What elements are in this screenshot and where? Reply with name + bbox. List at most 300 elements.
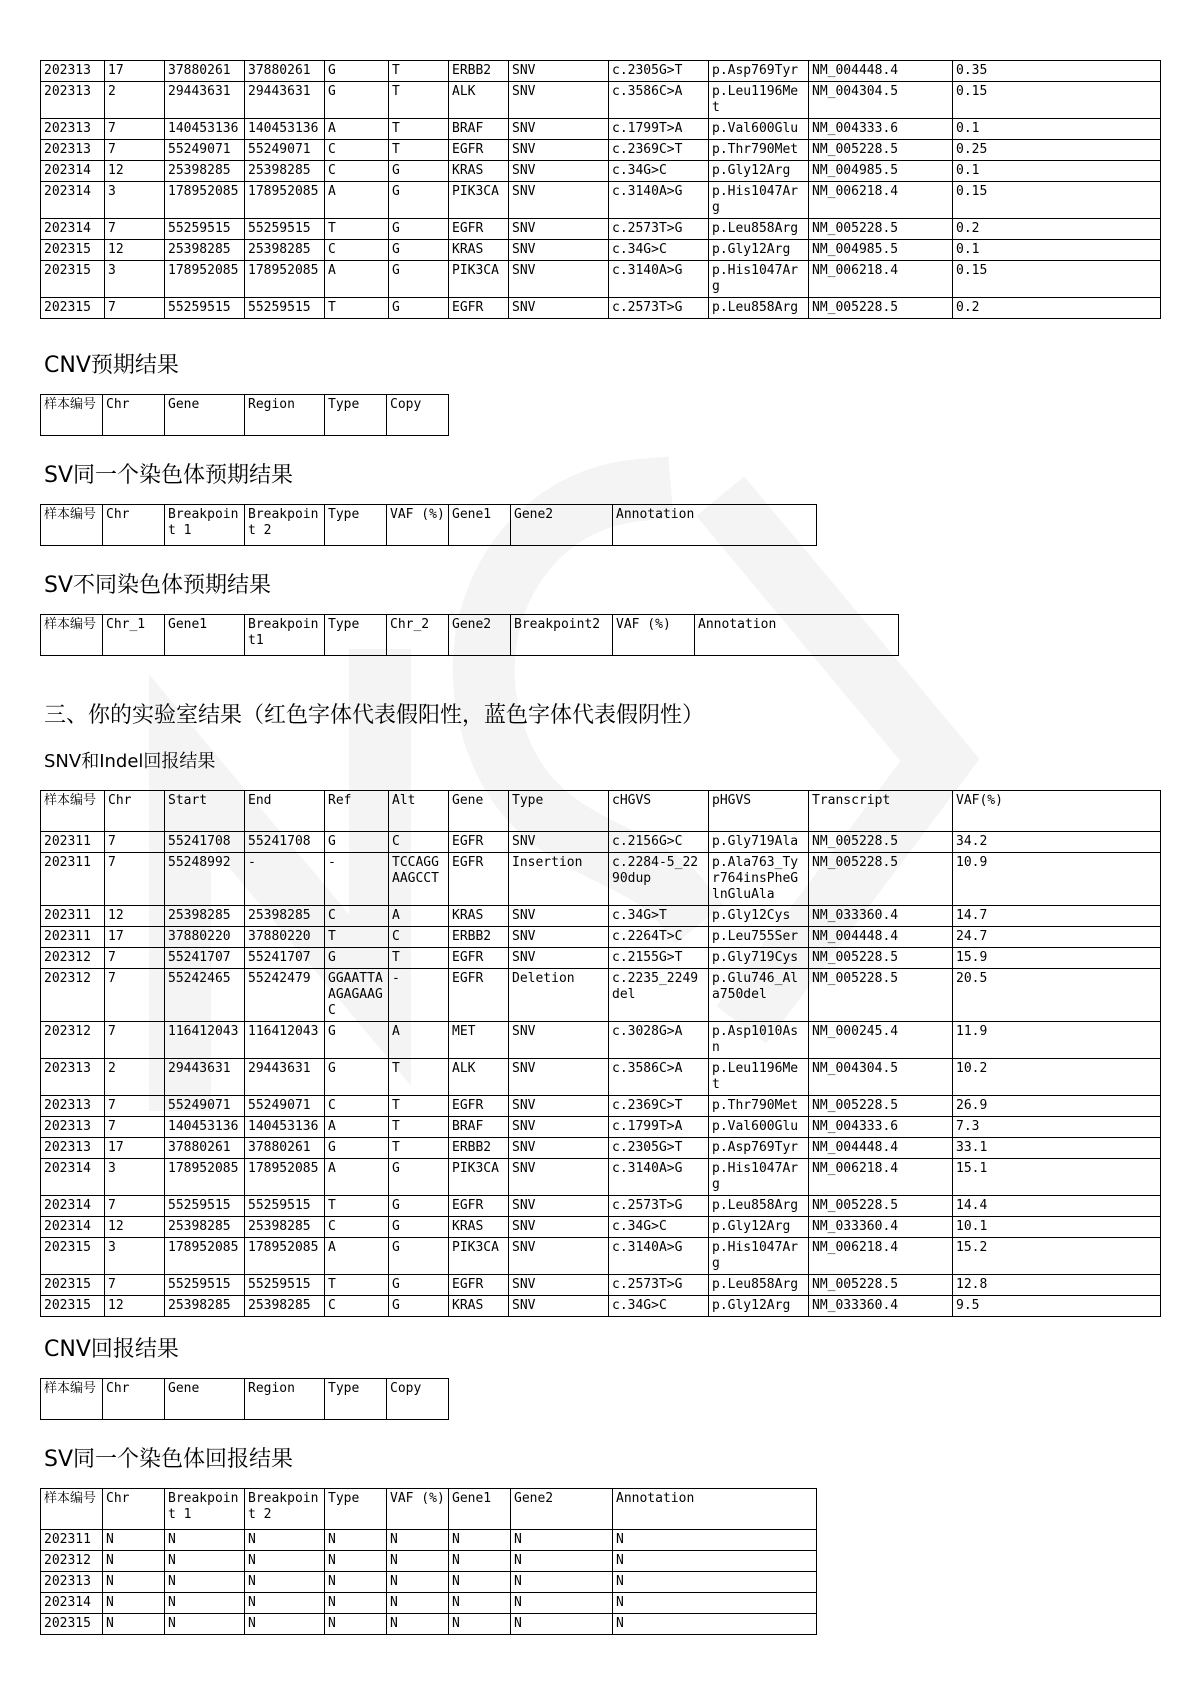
header-cell: Gene1 — [449, 505, 511, 546]
header-cell: Chr — [103, 1379, 165, 1420]
table-row — [41, 1593, 817, 1614]
table-cell: N — [245, 1572, 325, 1593]
table-cell: 202313 — [41, 1117, 105, 1138]
table-cell: G — [325, 61, 389, 82]
table-cell: c.3140A>G — [609, 1159, 709, 1196]
table-cell: NM_004985.5 — [809, 240, 953, 261]
table-cell: C — [389, 927, 449, 948]
table-cell: BRAF — [449, 119, 509, 140]
table-cell: 37880220 — [165, 927, 245, 948]
table-cell: SNV — [509, 1117, 609, 1138]
table-cell: NM_006218.4 — [809, 182, 953, 219]
table-cell: 202314 — [41, 161, 105, 182]
table-cell: T — [389, 61, 449, 82]
table-cell: 178952085 — [165, 261, 245, 298]
table-cell: 26.9 — [953, 1096, 1161, 1117]
header-cell: Gene — [449, 791, 509, 832]
table-cell: 202312 — [41, 1022, 105, 1059]
table-cell: p.Leu755Ser — [709, 927, 809, 948]
table-cell: N — [387, 1551, 449, 1572]
table-cell: 202311 — [41, 853, 105, 906]
table-cell: c.34G>C — [609, 240, 709, 261]
table-cell: 178952085 — [245, 182, 325, 219]
table-cell: G — [389, 261, 449, 298]
header-cell: 样本编号 — [41, 1489, 103, 1530]
table-cell: 55242479 — [245, 969, 325, 1022]
table-cell: 37880261 — [245, 61, 325, 82]
table-cell: 0.25 — [953, 140, 1161, 161]
table-cell: 12 — [105, 906, 165, 927]
table-cell: 10.1 — [953, 1217, 1161, 1238]
table-cell: N — [511, 1614, 613, 1635]
table-cell: EGFR — [449, 1275, 509, 1296]
table-cell: NM_004333.6 — [809, 119, 953, 140]
table-cell: 25398285 — [165, 1217, 245, 1238]
header-cell: Chr — [103, 1489, 165, 1530]
table-cell: A — [325, 1238, 389, 1275]
table-cell: 55241707 — [165, 948, 245, 969]
table-cell: 33.1 — [953, 1138, 1161, 1159]
table-cell: 178952085 — [165, 1238, 245, 1275]
table-cell: NM_004304.5 — [809, 1059, 953, 1096]
table-cell: ERBB2 — [449, 1138, 509, 1159]
table-cell: c.2235_2249del — [609, 969, 709, 1022]
table-cell: A — [325, 1159, 389, 1196]
table-cell: 25398285 — [165, 1296, 245, 1317]
table-cell: NM_005228.5 — [809, 832, 953, 853]
sv-same-reported-title: SV同一个染色体回报结果 — [44, 1447, 294, 1472]
table-cell: p.Gly12Arg — [709, 161, 809, 182]
cnv-expected-table — [40, 394, 449, 436]
table-cell: N — [103, 1614, 165, 1635]
table-cell: c.2573T>G — [609, 219, 709, 240]
table-cell: G — [389, 161, 449, 182]
table-cell: ALK — [449, 82, 509, 119]
sv-same-expected-table — [40, 504, 817, 546]
table-cell: c.2573T>G — [609, 1275, 709, 1296]
header-cell: Type — [509, 791, 609, 832]
table-cell: KRAS — [449, 240, 509, 261]
table-cell: 116412043 — [245, 1022, 325, 1059]
table-cell: 55259515 — [245, 219, 325, 240]
table-cell: SNV — [509, 261, 609, 298]
header-cell: Breakpoint 1 — [165, 505, 245, 546]
table-cell: G — [389, 240, 449, 261]
table-row — [41, 1022, 1161, 1059]
header-cell: Breakpoint 2 — [245, 1489, 325, 1530]
table-cell: p.Leu858Arg — [709, 219, 809, 240]
table-cell: 7.3 — [953, 1117, 1161, 1138]
table-cell: c.3140A>G — [609, 261, 709, 298]
table-cell: SNV — [509, 1296, 609, 1317]
table-cell: 55259515 — [245, 1275, 325, 1296]
table-row — [41, 1138, 1161, 1159]
header-cell: Annotation — [613, 1489, 817, 1530]
table-cell: EGFR — [449, 1196, 509, 1217]
table-cell: N — [245, 1614, 325, 1635]
table-cell: 34.2 — [953, 832, 1161, 853]
table-row — [41, 161, 1161, 182]
table-cell: 7 — [105, 1196, 165, 1217]
table-cell: SNV — [509, 1217, 609, 1238]
table-cell: 202315 — [41, 1614, 103, 1635]
table-cell: - — [389, 969, 449, 1022]
table-cell: G — [389, 219, 449, 240]
table-cell: A — [325, 119, 389, 140]
sv-same-expected-title: SV同一个染色体预期结果 — [44, 463, 294, 488]
table-cell: N — [511, 1530, 613, 1551]
table-cell: T — [325, 1275, 389, 1296]
table-cell: NM_033360.4 — [809, 906, 953, 927]
table-cell: 202315 — [41, 1238, 105, 1275]
table-cell: 202311 — [41, 832, 105, 853]
table-cell: SNV — [509, 240, 609, 261]
table-cell: p.Gly12Arg — [709, 1217, 809, 1238]
table-cell: 12 — [105, 1296, 165, 1317]
section3-title: 三、你的实验室结果（红色字体代表假阳性，蓝色字体代表假阴性） — [44, 703, 705, 728]
table-cell: G — [325, 832, 389, 853]
table-cell: 7 — [105, 219, 165, 240]
table-cell: N — [613, 1551, 817, 1572]
header-cell: Ref — [325, 791, 389, 832]
table-cell: 202314 — [41, 1593, 103, 1614]
table-cell: N — [103, 1593, 165, 1614]
table-cell: KRAS — [449, 1217, 509, 1238]
table-cell: G — [389, 1217, 449, 1238]
table-cell: 7 — [105, 1275, 165, 1296]
header-cell: Copy — [387, 1379, 449, 1420]
table-cell: 12 — [105, 1217, 165, 1238]
table-cell: 0.15 — [953, 261, 1161, 298]
header-cell: 样本编号 — [41, 505, 103, 546]
table-row — [41, 219, 1161, 240]
table-cell: 11.9 — [953, 1022, 1161, 1059]
table-cell: 0.1 — [953, 240, 1161, 261]
table-cell: c.34G>T — [609, 906, 709, 927]
table-cell: p.Val600Glu — [709, 119, 809, 140]
table-cell: 29443631 — [245, 82, 325, 119]
table-cell: 3 — [105, 261, 165, 298]
table-row — [41, 182, 1161, 219]
table-cell: SNV — [509, 119, 609, 140]
table-cell: PIK3CA — [449, 1159, 509, 1196]
table-cell: T — [389, 1138, 449, 1159]
snv-expected-table — [40, 60, 1161, 319]
table-cell: EGFR — [449, 853, 509, 906]
table-cell: SNV — [509, 906, 609, 927]
table-cell: c.2573T>G — [609, 1196, 709, 1217]
table-cell: NM_005228.5 — [809, 1096, 953, 1117]
table-cell: c.1799T>A — [609, 119, 709, 140]
table-cell: NM_006218.4 — [809, 1238, 953, 1275]
table-cell: KRAS — [449, 906, 509, 927]
table-row — [41, 298, 1161, 319]
table-cell: NM_005228.5 — [809, 853, 953, 906]
table-cell: N — [449, 1551, 511, 1572]
table-cell: NM_004448.4 — [809, 61, 953, 82]
table-cell: 12.8 — [953, 1275, 1161, 1296]
table-cell: A — [325, 261, 389, 298]
table-cell: EGFR — [449, 948, 509, 969]
table-cell: T — [325, 927, 389, 948]
table-cell: SNV — [509, 1238, 609, 1275]
table-row — [41, 927, 1161, 948]
table-cell: N — [325, 1614, 387, 1635]
table-cell: C — [325, 1096, 389, 1117]
table-cell: p.Leu858Arg — [709, 1196, 809, 1217]
table-cell: 14.7 — [953, 906, 1161, 927]
table-cell: N — [387, 1530, 449, 1551]
header-cell: Annotation — [613, 505, 817, 546]
table-cell: N — [613, 1614, 817, 1635]
table-cell: NM_004985.5 — [809, 161, 953, 182]
table-cell: c.34G>C — [609, 1217, 709, 1238]
table-cell: 202314 — [41, 182, 105, 219]
table-row — [41, 261, 1161, 298]
table-cell: p.Asp769Tyr — [709, 1138, 809, 1159]
table-cell: N — [165, 1593, 245, 1614]
table-cell: N — [165, 1572, 245, 1593]
table-cell: p.Gly12Cys — [709, 906, 809, 927]
table-cell: 37880261 — [245, 1138, 325, 1159]
sv-same-reported-table — [40, 1488, 817, 1635]
header-cell: VAF(%) — [953, 791, 1161, 832]
table-cell: SNV — [509, 948, 609, 969]
table-cell: p.Glu746_Ala750del — [709, 969, 809, 1022]
table-cell: 3 — [105, 1238, 165, 1275]
table-header-row — [41, 791, 1161, 832]
table-row — [41, 140, 1161, 161]
table-header-row — [41, 395, 449, 436]
table-cell: C — [325, 140, 389, 161]
table-cell: 202313 — [41, 61, 105, 82]
table-cell: 25398285 — [245, 161, 325, 182]
table-cell: 55259515 — [245, 1196, 325, 1217]
table-cell: BRAF — [449, 1117, 509, 1138]
table-cell: 202312 — [41, 948, 105, 969]
table-cell: 140453136 — [165, 1117, 245, 1138]
table-cell: 37880261 — [165, 61, 245, 82]
table-cell: p.Gly719Ala — [709, 832, 809, 853]
table-cell: EGFR — [449, 219, 509, 240]
header-cell: End — [245, 791, 325, 832]
table-cell: N — [103, 1572, 165, 1593]
table-cell: C — [325, 1296, 389, 1317]
table-cell: N — [511, 1593, 613, 1614]
table-cell: N — [387, 1614, 449, 1635]
table-cell: SNV — [509, 161, 609, 182]
sv-diff-expected-title: SV不同染色体预期结果 — [44, 573, 272, 598]
table-cell: 202315 — [41, 298, 105, 319]
table-row — [41, 832, 1161, 853]
table-cell: SNV — [509, 298, 609, 319]
table-cell: p.His1047Arg — [709, 1159, 809, 1196]
table-row — [41, 1196, 1161, 1217]
table-cell: 37880220 — [245, 927, 325, 948]
table-cell: 0.2 — [953, 298, 1161, 319]
table-cell: 178952085 — [165, 182, 245, 219]
table-cell: EGFR — [449, 140, 509, 161]
header-cell: VAF (%) — [387, 1489, 449, 1530]
table-cell: 3 — [105, 1159, 165, 1196]
table-header-row — [41, 1379, 449, 1420]
table-cell: 37880261 — [165, 1138, 245, 1159]
table-cell: 178952085 — [245, 1159, 325, 1196]
header-cell: Breakpoint 1 — [165, 1489, 245, 1530]
table-cell: - — [245, 853, 325, 906]
table-cell: 29443631 — [245, 1059, 325, 1096]
table-cell: A — [389, 1022, 449, 1059]
table-cell: p.Ala763_Tyr764insPheGlnGluAla — [709, 853, 809, 906]
table-row — [41, 1296, 1161, 1317]
table-cell: 55241708 — [165, 832, 245, 853]
table-row — [41, 1551, 817, 1572]
header-cell: Breakpoint1 — [245, 615, 325, 656]
table-cell: 140453136 — [245, 119, 325, 140]
table-cell: NM_004448.4 — [809, 927, 953, 948]
table-cell: p.Leu858Arg — [709, 298, 809, 319]
table-cell: N — [387, 1593, 449, 1614]
table-cell: 202313 — [41, 1059, 105, 1096]
table-cell: p.Gly719Cys — [709, 948, 809, 969]
table-cell: c.1799T>A — [609, 1117, 709, 1138]
table-cell: NM_004448.4 — [809, 1138, 953, 1159]
table-cell: 15.1 — [953, 1159, 1161, 1196]
table-row — [41, 906, 1161, 927]
table-cell: NM_033360.4 — [809, 1217, 953, 1238]
table-cell: SNV — [509, 1138, 609, 1159]
table-cell: 55249071 — [165, 1096, 245, 1117]
header-cell: Gene1 — [449, 1489, 511, 1530]
table-cell: SNV — [509, 82, 609, 119]
header-cell: Breakpoint 2 — [245, 505, 325, 546]
table-cell: 178952085 — [245, 1238, 325, 1275]
table-cell: 55259515 — [165, 298, 245, 319]
table-cell: 25398285 — [165, 240, 245, 261]
table-cell: 202315 — [41, 240, 105, 261]
table-cell: 17 — [105, 61, 165, 82]
table-cell: T — [389, 948, 449, 969]
table-cell: G — [325, 82, 389, 119]
table-cell: NM_004333.6 — [809, 1117, 953, 1138]
table-cell: N — [245, 1530, 325, 1551]
table-cell: 9.5 — [953, 1296, 1161, 1317]
table-cell: 202311 — [41, 927, 105, 948]
table-cell: 10.2 — [953, 1059, 1161, 1096]
header-cell: Copy — [387, 395, 449, 436]
table-cell: KRAS — [449, 161, 509, 182]
table-cell: 0.35 — [953, 61, 1161, 82]
table-cell: SNV — [509, 140, 609, 161]
table-cell: N — [325, 1530, 387, 1551]
table-cell: 7 — [105, 1096, 165, 1117]
table-cell: ALK — [449, 1059, 509, 1096]
table-header-row — [41, 615, 899, 656]
table-cell: PIK3CA — [449, 1238, 509, 1275]
table-cell: 29443631 — [165, 1059, 245, 1096]
table-cell: 55249071 — [245, 140, 325, 161]
table-cell: c.34G>C — [609, 161, 709, 182]
table-cell: G — [325, 948, 389, 969]
table-cell: 25398285 — [245, 1296, 325, 1317]
table-cell: KRAS — [449, 1296, 509, 1317]
table-cell: 0.1 — [953, 161, 1161, 182]
table-cell: 202314 — [41, 1159, 105, 1196]
table-cell: 24.7 — [953, 927, 1161, 948]
table-cell: c.3028G>A — [609, 1022, 709, 1059]
table-cell: 140453136 — [165, 119, 245, 140]
table-cell: c.2305G>T — [609, 61, 709, 82]
header-cell: Region — [245, 395, 325, 436]
table-cell: SNV — [509, 61, 609, 82]
table-cell: p.His1047Arg — [709, 182, 809, 219]
table-cell: 25398285 — [165, 906, 245, 927]
header-cell: Gene — [165, 395, 245, 436]
table-cell: 140453136 — [245, 1117, 325, 1138]
header-cell: 样本编号 — [41, 1379, 103, 1420]
table-cell: 202313 — [41, 1572, 103, 1593]
table-cell: c.3140A>G — [609, 182, 709, 219]
table-cell: Deletion — [509, 969, 609, 1022]
table-cell: 202313 — [41, 1138, 105, 1159]
table-cell: SNV — [509, 832, 609, 853]
header-cell: pHGVS — [709, 791, 809, 832]
header-cell: 样本编号 — [41, 791, 105, 832]
table-cell: G — [389, 1238, 449, 1275]
table-cell: NM_000245.4 — [809, 1022, 953, 1059]
table-cell: N — [613, 1572, 817, 1593]
table-cell: 202311 — [41, 1530, 103, 1551]
table-cell: N — [613, 1593, 817, 1614]
table-cell: 202312 — [41, 1551, 103, 1572]
table-cell: 29443631 — [165, 82, 245, 119]
table-cell: SNV — [509, 1059, 609, 1096]
sv-diff-expected-table — [40, 614, 899, 656]
table-cell: T — [389, 82, 449, 119]
table-cell: p.His1047Arg — [709, 261, 809, 298]
table-cell: A — [325, 1117, 389, 1138]
table-cell: c.2264T>C — [609, 927, 709, 948]
table-cell: 202312 — [41, 969, 105, 1022]
header-cell: Chr — [103, 505, 165, 546]
table-cell: ERBB2 — [449, 927, 509, 948]
table-cell: 10.9 — [953, 853, 1161, 906]
table-cell: SNV — [509, 219, 609, 240]
header-cell: Transcript — [809, 791, 953, 832]
table-cell: N — [103, 1551, 165, 1572]
table-cell: T — [389, 1117, 449, 1138]
table-cell: 202311 — [41, 906, 105, 927]
table-cell: NM_005228.5 — [809, 969, 953, 1022]
table-cell: N — [511, 1551, 613, 1572]
table-cell: N — [165, 1530, 245, 1551]
table-cell: 25398285 — [245, 906, 325, 927]
table-cell: 25398285 — [165, 161, 245, 182]
table-cell: 202315 — [41, 1275, 105, 1296]
table-cell: NM_006218.4 — [809, 261, 953, 298]
table-cell: NM_005228.5 — [809, 298, 953, 319]
header-cell: Type — [325, 1379, 387, 1420]
table-cell: Insertion — [509, 853, 609, 906]
table-cell: NM_033360.4 — [809, 1296, 953, 1317]
table-cell: 0.2 — [953, 219, 1161, 240]
table-row — [41, 853, 1161, 906]
table-cell: NM_005228.5 — [809, 1196, 953, 1217]
table-row — [41, 240, 1161, 261]
table-cell: 202314 — [41, 219, 105, 240]
cnv-reported-table — [40, 1378, 449, 1420]
table-cell: 178952085 — [165, 1159, 245, 1196]
